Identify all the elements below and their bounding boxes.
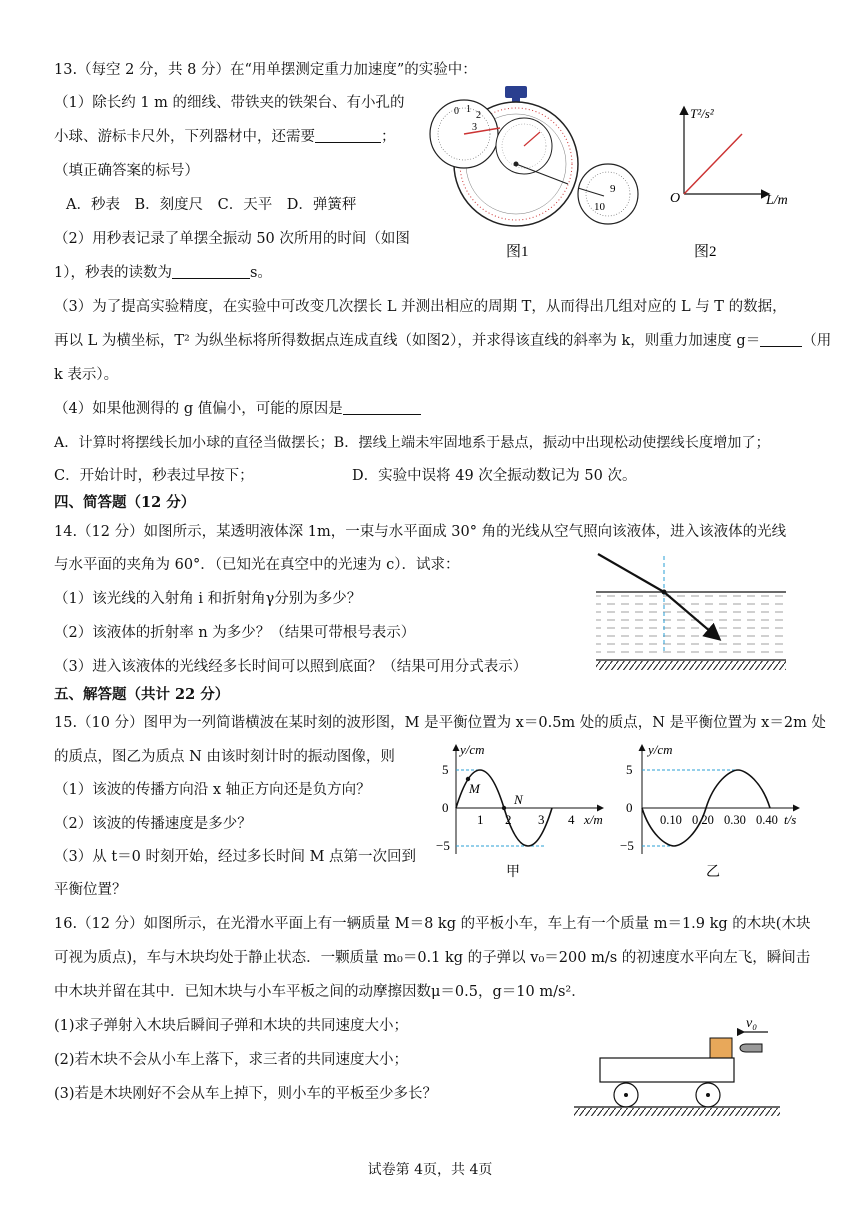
q13-p3-end: （用 bbox=[802, 333, 832, 349]
q15-line2: 的质点，图乙为质点 N 由该时刻计时的振动图像，则 bbox=[54, 749, 395, 765]
yi-xtick-030: 0.30 bbox=[724, 813, 746, 827]
q13-p3-line3: k 表示）。 bbox=[54, 367, 119, 383]
q13-p3-line2 bbox=[54, 331, 831, 351]
wooden-block bbox=[710, 1038, 732, 1058]
section5-title: 五、解答题（共计 22 分） bbox=[54, 686, 230, 703]
yi-xtick-040: 0.40 bbox=[756, 813, 778, 827]
jia-ytick-5: 5 bbox=[442, 762, 449, 777]
zoom-label-10: 10 bbox=[594, 201, 605, 213]
vibration-graph-yi bbox=[620, 742, 810, 882]
q16-sub2: (2)若木块不会从小车上落下，求三者的共同速度大小； bbox=[54, 1052, 409, 1068]
jia-ytick-neg5: −5 bbox=[436, 838, 450, 853]
yi-y-label: y/cm bbox=[648, 742, 673, 757]
q13-p1-text: 小球、游标卡尺外，下列器材中，还需要 bbox=[54, 129, 315, 145]
q13-p1-end: ； bbox=[381, 129, 396, 145]
minute-label-1: 1 bbox=[466, 104, 471, 115]
jia-xtick-1: 1 bbox=[477, 812, 484, 827]
zoom-label-9: 9 bbox=[610, 183, 616, 195]
jia-ytick-0: 0 bbox=[442, 800, 449, 815]
answer-blank-3[interactable] bbox=[760, 332, 802, 347]
q13-p3-line1: （3）为了提高实验精度，在实验中可改变几次摆长 L 并测出相应的周期 T，从而得出几组对应的 L 与 T 的数据， bbox=[54, 299, 787, 315]
yi-caption: 乙 bbox=[706, 865, 720, 880]
yi-ytick-neg5: −5 bbox=[620, 838, 634, 853]
q13-p2-text: 1），秒表的读数为 bbox=[54, 265, 172, 281]
q15-line1: 15.（10 分）图甲为一列简谐横波在某时刻的波形图，M 是平衡位置为 x＝0.5m 处的质点，N 是平衡位置为 x＝2m 处 bbox=[54, 715, 826, 731]
q13-title: 13.（每空 2 分，共 8 分）在“用单摆测定重力加速度”的实验中： bbox=[54, 62, 477, 78]
q15-sub3-cont: 平衡位置？ bbox=[54, 882, 127, 898]
q15-sub1: （1）该波的传播方向沿 x 轴正方向还是负方向？ bbox=[54, 782, 371, 798]
label-n: N bbox=[514, 792, 523, 807]
stopwatch-figure bbox=[428, 84, 652, 264]
x-axis-label: L/m bbox=[766, 193, 788, 208]
cart-plank bbox=[600, 1058, 734, 1082]
q16-line1: 16.（12 分）如图所示，在光滑水平面上有一辆质量 M＝8 kg 的平板小车，车上有一个质量 m＝1.9 kg 的木块(木块 bbox=[54, 916, 811, 932]
minute-label-2: 2 bbox=[476, 110, 481, 121]
q13-p4-text: （4）如果他测得的 g 值偏小，可能的原因是 bbox=[54, 401, 343, 417]
y-axis-label: T²/s² bbox=[690, 106, 714, 121]
q14-sub1: （1）该光线的入射角 i 和折射角γ分别为多少？ bbox=[54, 591, 362, 607]
q14-sub3: （3）进入该液体的光线经多长时间可以照到底面？（结果可用分式表示） bbox=[54, 659, 528, 675]
q13-p2-line1: （2）用秒表记录了单摆全振动 50 次所用的时间（如图 bbox=[54, 231, 410, 247]
q13-p2-line2 bbox=[54, 263, 272, 283]
q15-sub2: （2）该波的传播速度是多少？ bbox=[54, 816, 252, 832]
yi-ytick-5: 5 bbox=[626, 762, 633, 777]
jia-xtick-2: 2 bbox=[505, 812, 512, 827]
q13-option-ab: A．计算时将摆线长加小球的直径当做摆长；B．摆线上端未牢固地系于悬点，振动中出现松动使摆线长度增加了； bbox=[54, 435, 770, 451]
yi-ytick-0: 0 bbox=[626, 800, 633, 815]
yi-xtick-010: 0.10 bbox=[660, 813, 682, 827]
q16-line2: 可视为质点)，车与木块均处于静止状态．一颗质量 m₀＝0.1 kg 的子弹以 v₀＝200 m/s 的初速度水平向左飞，瞬间击 bbox=[54, 950, 811, 966]
point-n bbox=[502, 806, 506, 810]
stopwatch-second-zoom bbox=[578, 164, 638, 224]
jia-y-label: y/cm bbox=[460, 742, 485, 757]
refraction-figure bbox=[592, 552, 792, 676]
jia-xtick-3: 3 bbox=[538, 812, 545, 827]
jia-x-label: x/m bbox=[584, 812, 603, 827]
label-m: M bbox=[469, 781, 480, 796]
incident-ray bbox=[598, 554, 664, 592]
v0-label: v₀ bbox=[746, 1016, 758, 1031]
stopwatch-crown bbox=[505, 86, 527, 98]
figure2-caption: 图2 bbox=[694, 244, 717, 260]
q15-sub3: （3）从 t＝0 时刻开始，经过多长时间 M 点第一次回到 bbox=[54, 849, 417, 865]
q13-p2-end: s。 bbox=[249, 265, 272, 281]
q16-line3: 中木块并留在其中．已知木块与小车平板之间的动摩擦因数μ＝0.5，g＝10 m/s²． bbox=[54, 984, 586, 1000]
page-footer: 试卷第 4页，共 4页 bbox=[367, 1162, 493, 1178]
q13-p1-line1: （1）除长约 1 m 的细线、带铁夹的铁架台、有小孔的 bbox=[54, 95, 405, 111]
wave-graph-jia bbox=[426, 742, 616, 882]
section4-title: 四、简答题（12 分） bbox=[54, 494, 196, 511]
answer-blank-2[interactable] bbox=[172, 264, 250, 279]
q13-option-d: D．实验中误将 49 次全振动数记为 50 次。 bbox=[352, 468, 637, 484]
figure1-caption: 图1 bbox=[506, 244, 529, 260]
q14-sub2: （2）该液体的折射率 n 为多少？（结果可带根号表示） bbox=[54, 625, 416, 641]
q14-line1: 14.（12 分）如图所示，某透明液体深 1m，一束与水平面成 30° 角的光线从空气照向该液体，进入该液体的光线 bbox=[54, 524, 787, 540]
q13-p3-text: 再以 L 为横坐标，T² 为纵坐标将所得数据点连成直线（如图2），并求得该直线的斜率为 k，则重力加速度 g＝ bbox=[54, 333, 761, 349]
q13-p1-line3: （填正确答案的标号） bbox=[54, 163, 199, 179]
q13-option-c: C．开始计时，秒表过早按下； bbox=[54, 468, 254, 484]
jia-caption: 甲 bbox=[506, 865, 520, 880]
t2-vs-l-graph bbox=[664, 100, 804, 260]
q16-sub3: (3)若是木块刚好不会从车上掉下，则小车的平板至少多长？ bbox=[54, 1086, 438, 1102]
bullet bbox=[740, 1044, 762, 1052]
q14-line2: 与水平面的夹角为 60°．（已知光在真空中的光速为 c）．试求： bbox=[54, 557, 460, 573]
liquid-body bbox=[596, 592, 786, 660]
jia-xtick-4: 4 bbox=[568, 812, 575, 827]
origin-label: O bbox=[670, 191, 681, 206]
q16-sub1: (1)求子弹射入木块后瞬间子弹和木块的共同速度大小； bbox=[54, 1018, 409, 1034]
q13-p1-line2 bbox=[54, 127, 396, 147]
t2-line bbox=[684, 134, 742, 194]
yi-xtick-020: 0.20 bbox=[692, 813, 714, 827]
q13-p1-options: A．秒表 B．刻度尺 C．天平 D．弹簧秤 bbox=[66, 197, 357, 213]
minute-label-3: 3 bbox=[472, 122, 477, 133]
answer-blank-4[interactable] bbox=[343, 400, 421, 415]
answer-blank-1[interactable] bbox=[315, 128, 381, 143]
yi-x-label: t/s bbox=[784, 812, 797, 827]
cart-block-figure bbox=[572, 1014, 782, 1118]
q13-p4 bbox=[54, 399, 421, 419]
minute-label-0: 0 bbox=[454, 106, 459, 117]
